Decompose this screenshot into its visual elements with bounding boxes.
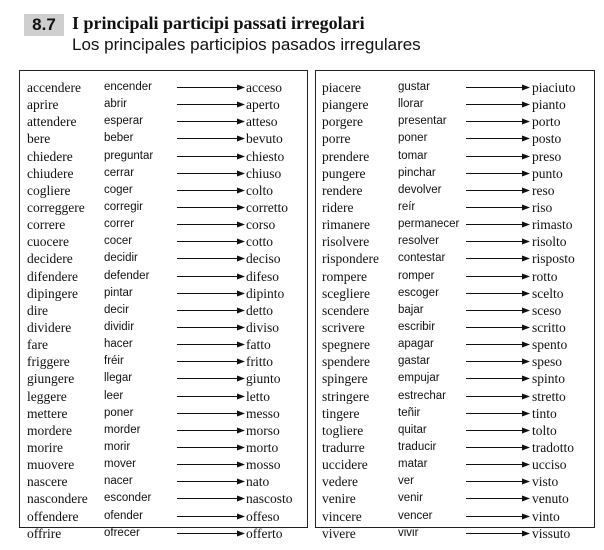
spanish-translation: venir <box>398 492 423 505</box>
right-arrow-icon <box>177 444 245 451</box>
italian-infinitive: fare <box>27 337 48 353</box>
spanish-translation: decir <box>104 303 129 316</box>
right-arrow-icon <box>177 290 245 297</box>
right-arrow-icon <box>177 393 245 400</box>
spanish-translation: decidir <box>104 252 138 265</box>
right-arrow-icon <box>466 427 530 434</box>
italian-infinitive: dipingere <box>27 285 78 301</box>
italian-infinitive: dividere <box>27 319 72 335</box>
past-participle: vinto <box>532 508 560 524</box>
italian-infinitive: chiedere <box>27 148 73 164</box>
verb-row <box>20 148 307 165</box>
right-arrow-icon <box>466 273 530 280</box>
right-arrow-icon <box>177 375 245 382</box>
verb-row <box>20 285 307 302</box>
italian-infinitive: piacere <box>322 80 361 95</box>
past-participle: tradotto <box>532 439 574 455</box>
spanish-translation: dividir <box>104 320 135 333</box>
title-italian: I principali participi passati irregolari <box>72 13 365 33</box>
past-participle: cotto <box>246 234 273 250</box>
right-arrow-icon <box>177 427 245 434</box>
spanish-translation: pintar <box>104 286 133 299</box>
right-arrow-icon <box>177 135 245 142</box>
spanish-translation: contestar <box>398 252 446 265</box>
verb-row <box>20 250 307 267</box>
spanish-translation: tomar <box>398 149 428 162</box>
spanish-translation: quitar <box>398 423 427 436</box>
past-participle: mosso <box>246 457 281 473</box>
italian-infinitive: nascondere <box>27 491 88 507</box>
italian-infinitive: vedere <box>322 474 358 490</box>
italian-infinitive: scegliere <box>322 285 370 301</box>
right-arrow-icon <box>177 204 245 211</box>
italian-infinitive: prendere <box>322 148 370 164</box>
right-arrow-icon <box>177 118 245 125</box>
spanish-translation: matar <box>398 458 428 471</box>
verb-row <box>20 319 307 336</box>
spanish-translation: devolver <box>398 183 442 196</box>
verb-row <box>316 130 594 147</box>
italian-infinitive: mordere <box>27 422 72 438</box>
spanish-translation: encender <box>104 81 152 93</box>
spanish-translation: esperar <box>104 115 143 128</box>
past-participle: risposto <box>532 251 575 267</box>
past-participle: morso <box>246 422 280 438</box>
past-participle: deciso <box>246 251 281 267</box>
past-participle: riso <box>532 199 553 215</box>
verb-row <box>20 113 307 130</box>
spanish-translation: llegar <box>104 372 133 385</box>
right-arrow-icon <box>466 290 530 297</box>
italian-infinitive: tingere <box>322 405 360 421</box>
past-participle: letto <box>246 388 270 404</box>
spanish-translation: apagar <box>398 338 434 351</box>
spanish-translation: ver <box>398 475 414 488</box>
verb-row <box>20 79 307 96</box>
verb-row <box>20 456 307 473</box>
right-verb-list <box>316 79 594 542</box>
verb-row <box>20 422 307 439</box>
verb-row <box>316 353 594 370</box>
past-participle: sceso <box>532 302 562 318</box>
past-participle: rotto <box>532 268 558 284</box>
verb-row <box>316 439 594 456</box>
right-arrow-icon <box>177 101 245 108</box>
past-participle: difeso <box>246 268 279 284</box>
italian-infinitive: venire <box>322 491 356 507</box>
italian-infinitive: aprire <box>27 97 59 113</box>
verb-row <box>20 130 307 147</box>
spanish-translation: nacer <box>104 475 133 488</box>
left-verb-list <box>20 79 307 542</box>
right-arrow-icon <box>466 238 530 245</box>
verb-row <box>316 113 594 130</box>
spanish-translation: bajar <box>398 303 424 316</box>
spanish-translation: empujar <box>398 372 440 385</box>
verb-row <box>316 473 594 490</box>
verb-row <box>316 490 594 507</box>
italian-infinitive: muovere <box>27 457 75 473</box>
right-arrow-icon <box>466 101 530 108</box>
verb-row <box>20 216 307 233</box>
italian-infinitive: pungere <box>322 165 366 181</box>
past-participle: porto <box>532 114 561 130</box>
past-participle: acceso <box>246 80 282 95</box>
right-arrow-icon <box>177 324 245 331</box>
right-arrow-icon <box>177 410 245 417</box>
verb-row <box>20 525 307 542</box>
right-arrow-icon <box>466 170 530 177</box>
verb-row <box>316 233 594 250</box>
italian-infinitive: bere <box>27 131 51 147</box>
right-arrow-icon <box>177 255 245 262</box>
right-arrow-icon <box>177 170 245 177</box>
italian-infinitive: piangere <box>322 97 369 113</box>
past-participle: preso <box>532 148 562 164</box>
italian-infinitive: stringere <box>322 388 370 404</box>
verb-row <box>316 336 594 353</box>
italian-infinitive: porgere <box>322 114 363 130</box>
right-arrow-icon <box>466 118 530 125</box>
section-number: 8.7 <box>24 14 64 36</box>
right-arrow-icon <box>177 153 245 160</box>
italian-infinitive: scrivere <box>322 319 365 335</box>
italian-infinitive: ridere <box>322 199 354 215</box>
italian-infinitive: cuocere <box>27 234 69 250</box>
verb-row <box>20 473 307 490</box>
right-arrow-icon <box>177 461 245 468</box>
spanish-translation: resolver <box>398 235 439 248</box>
verb-row <box>20 336 307 353</box>
spanish-translation: escoger <box>398 286 439 299</box>
past-participle: scelto <box>532 285 564 301</box>
italian-infinitive: accendere <box>27 80 81 95</box>
past-participle: tolto <box>532 422 557 438</box>
right-arrow-icon <box>466 495 530 502</box>
right-arrow-icon <box>177 187 245 194</box>
spanish-translation: romper <box>398 269 435 282</box>
right-arrow-icon <box>177 221 245 228</box>
verb-row <box>316 508 594 525</box>
spanish-translation: abrir <box>104 98 128 111</box>
spanish-translation: poner <box>104 406 134 419</box>
past-participle: spinto <box>532 371 566 387</box>
right-arrow-icon <box>177 84 245 91</box>
verb-row <box>316 79 594 96</box>
verb-row <box>20 439 307 456</box>
past-participle: chiuso <box>246 165 282 181</box>
right-arrow-icon <box>466 204 530 211</box>
italian-infinitive: dire <box>27 302 48 318</box>
spanish-translation: cerrar <box>104 166 135 179</box>
past-participle: morto <box>246 439 279 455</box>
right-arrow-icon <box>466 255 530 262</box>
verb-row <box>316 182 594 199</box>
spanish-translation: gustar <box>398 81 430 93</box>
spanish-translation: permanecer <box>398 218 460 231</box>
italian-infinitive: morire <box>27 439 63 455</box>
spanish-translation: morir <box>104 440 131 453</box>
italian-infinitive: nascere <box>27 474 68 490</box>
verb-row <box>316 456 594 473</box>
past-participle: spento <box>532 337 568 353</box>
past-participle: punto <box>532 165 563 181</box>
right-arrow-icon <box>466 84 530 91</box>
italian-infinitive: vivere <box>322 525 356 541</box>
verb-row <box>20 405 307 422</box>
past-participle: corretto <box>246 199 288 215</box>
right-arrow-icon <box>466 478 530 485</box>
right-arrow-icon <box>466 461 530 468</box>
right-arrow-icon <box>466 393 530 400</box>
right-arrow-icon <box>466 341 530 348</box>
past-participle: visto <box>532 474 559 490</box>
spanish-translation: traducir <box>398 440 437 453</box>
page-header <box>0 0 604 62</box>
past-participle: aperto <box>246 97 280 113</box>
verb-row <box>20 508 307 525</box>
spanish-translation: escribir <box>398 320 436 333</box>
italian-infinitive: rispondere <box>322 251 379 267</box>
past-participle: atteso <box>246 114 278 130</box>
spanish-translation: defender <box>104 269 150 282</box>
verb-row <box>316 388 594 405</box>
right-arrow-icon <box>177 358 245 365</box>
past-participle: rimasto <box>532 217 573 233</box>
spanish-translation: pinchar <box>398 166 436 179</box>
spanish-translation: preguntar <box>104 149 154 162</box>
italian-infinitive: offendere <box>27 508 79 524</box>
italian-infinitive: rompere <box>322 268 367 284</box>
past-participle: stretto <box>532 388 566 404</box>
past-participle: dipinto <box>246 285 285 301</box>
past-participle: vissuto <box>532 525 571 541</box>
verb-row <box>20 268 307 285</box>
verb-row <box>316 268 594 285</box>
right-arrow-icon <box>177 307 245 314</box>
verb-row <box>316 319 594 336</box>
right-arrow-icon <box>466 410 530 417</box>
spanish-translation: vivir <box>398 526 419 539</box>
verb-row <box>316 405 594 422</box>
title-spanish: Los principales participios pasados irregulares <box>72 35 421 54</box>
italian-infinitive: porre <box>322 131 351 147</box>
spanish-translation: leer <box>104 389 124 402</box>
right-arrow-icon <box>466 221 530 228</box>
spanish-translation: fréir <box>104 355 124 368</box>
spanish-translation: hacer <box>104 338 133 351</box>
left-verb-table <box>19 70 308 541</box>
italian-infinitive: scendere <box>322 302 370 318</box>
italian-infinitive: vincere <box>322 508 362 524</box>
past-participle: speso <box>532 354 562 370</box>
right-arrow-icon <box>466 444 530 451</box>
verb-row <box>316 199 594 216</box>
spanish-translation: llorar <box>398 98 424 111</box>
right-arrow-icon <box>177 273 245 280</box>
verb-row <box>20 165 307 182</box>
spanish-translation: teñir <box>398 406 421 419</box>
italian-infinitive: correre <box>27 217 66 233</box>
italian-infinitive: tradurre <box>322 439 365 455</box>
spanish-translation: beber <box>104 132 134 145</box>
verb-row <box>20 388 307 405</box>
italian-infinitive: rimanere <box>322 217 370 233</box>
past-participle: scritto <box>532 319 566 335</box>
italian-infinitive: attendere <box>27 114 77 130</box>
italian-infinitive: risolvere <box>322 234 370 250</box>
verb-row <box>316 148 594 165</box>
italian-infinitive: correggere <box>27 199 85 215</box>
right-arrow-icon <box>466 187 530 194</box>
verb-row <box>20 96 307 113</box>
past-participle: fritto <box>246 354 273 370</box>
past-participle: posto <box>532 131 562 147</box>
italian-infinitive: rendere <box>322 182 363 198</box>
italian-infinitive: offrire <box>27 525 62 541</box>
verb-row <box>316 525 594 542</box>
spanish-translation: reír <box>398 200 416 213</box>
right-arrow-icon <box>466 375 530 382</box>
italian-infinitive: friggere <box>27 354 70 370</box>
spanish-translation: poner <box>398 132 428 145</box>
verb-row <box>316 250 594 267</box>
verb-row <box>20 370 307 387</box>
right-arrow-icon <box>466 530 530 537</box>
past-participle: bevuto <box>246 131 283 147</box>
spanish-translation: vencer <box>398 509 433 522</box>
spanish-translation: gastar <box>398 355 430 368</box>
past-participle: nato <box>246 474 270 490</box>
past-participle: offeso <box>246 508 280 524</box>
italian-infinitive: spendere <box>322 354 370 370</box>
italian-infinitive: difendere <box>27 268 78 284</box>
right-arrow-icon <box>466 358 530 365</box>
past-participle: detto <box>246 302 273 318</box>
verb-row <box>316 370 594 387</box>
spanish-translation: esconder <box>104 492 152 505</box>
italian-infinitive: giungere <box>27 371 75 387</box>
past-participle: fatto <box>246 337 271 353</box>
verb-row <box>20 353 307 370</box>
spanish-translation: coger <box>104 183 133 196</box>
past-participle: colto <box>246 182 273 198</box>
spanish-translation: ofrecer <box>104 526 140 539</box>
past-participle: ucciso <box>532 457 567 473</box>
past-participle: venuto <box>532 491 569 507</box>
verb-row <box>316 216 594 233</box>
verb-row <box>316 165 594 182</box>
verb-row <box>316 96 594 113</box>
past-participle: chiesto <box>246 148 285 164</box>
italian-infinitive: spegnere <box>322 337 370 353</box>
spanish-translation: ofender <box>104 509 144 522</box>
verb-row <box>20 199 307 216</box>
spanish-translation: morder <box>104 423 141 436</box>
right-arrow-icon <box>177 495 245 502</box>
verb-row <box>20 233 307 250</box>
right-arrow-icon <box>177 341 245 348</box>
right-verb-table <box>315 70 595 541</box>
right-arrow-icon <box>466 135 530 142</box>
right-arrow-icon <box>177 513 245 520</box>
verb-row <box>20 182 307 199</box>
past-participle: reso <box>532 182 555 198</box>
verb-row <box>20 490 307 507</box>
past-participle: piaciuto <box>532 80 576 95</box>
italian-infinitive: uccidere <box>322 457 368 473</box>
past-participle: corso <box>246 217 276 233</box>
spanish-translation: corregir <box>104 200 143 213</box>
verb-row <box>316 422 594 439</box>
verb-row <box>316 302 594 319</box>
past-participle: diviso <box>246 319 280 335</box>
italian-infinitive: decidere <box>27 251 73 267</box>
right-arrow-icon <box>466 307 530 314</box>
right-arrow-icon <box>177 238 245 245</box>
right-arrow-icon <box>466 324 530 331</box>
italian-infinitive: mettere <box>27 405 68 421</box>
right-arrow-icon <box>466 513 530 520</box>
past-participle: tinto <box>532 405 557 421</box>
verb-row <box>316 285 594 302</box>
italian-infinitive: chiudere <box>27 165 74 181</box>
past-participle: offerto <box>246 525 283 541</box>
italian-infinitive: leggere <box>27 388 67 404</box>
italian-infinitive: spingere <box>322 371 368 387</box>
right-arrow-icon <box>466 153 530 160</box>
past-participle: nascosto <box>246 491 293 507</box>
spanish-translation: cocer <box>104 235 133 248</box>
past-participle: messo <box>246 405 280 421</box>
italian-infinitive: cogliere <box>27 182 71 198</box>
past-participle: pianto <box>532 97 566 113</box>
spanish-translation: presentar <box>398 115 447 128</box>
verb-row <box>20 302 307 319</box>
past-participle: giunto <box>246 371 281 387</box>
spanish-translation: mover <box>104 458 136 471</box>
past-participle: risolto <box>532 234 567 250</box>
spanish-translation: estrechar <box>398 389 446 402</box>
italian-infinitive: togliere <box>322 422 364 438</box>
spanish-translation: correr <box>104 218 135 231</box>
right-arrow-icon <box>177 478 245 485</box>
right-arrow-icon <box>177 530 245 537</box>
